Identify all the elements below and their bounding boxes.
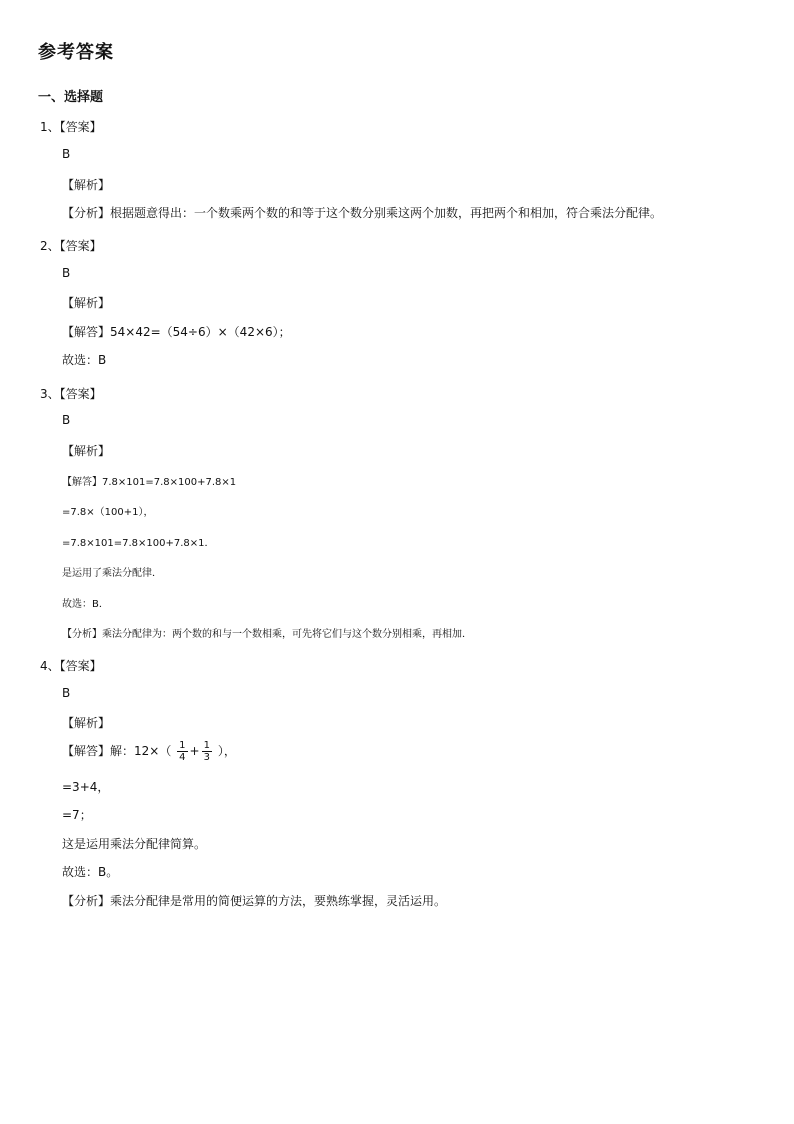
q2-analysis-label: 【解析】: [62, 296, 111, 310]
q1-reason-label: 【分析】: [62, 206, 111, 220]
q4-solution-suffix: ），: [217, 744, 236, 758]
q1-number: 1、: [40, 120, 60, 134]
q1-analysis-label: 【解析】: [62, 178, 111, 192]
q4-reason-text: 乘法分配律是常用的简便运算的方法，要熟练掌握，灵活运用。: [110, 894, 447, 908]
q3-choose: 故选：B．: [62, 599, 109, 610]
q2-answer-header: [40, 237, 102, 254]
q4-solution-prefix: 解：12×（: [110, 744, 172, 758]
q4-step1: =3+4，: [62, 780, 110, 794]
q4-fraction-2-denominator: 3: [203, 752, 210, 763]
page-title: 参考答案: [38, 42, 114, 63]
q4-fraction-2: [202, 740, 212, 763]
q4-choose: 故选：B。: [62, 865, 119, 879]
q4-solution-label: 【解答】: [62, 744, 111, 758]
q4-step2: =7；: [62, 808, 92, 822]
q4-analysis-label: 【解析】: [62, 716, 111, 730]
q2-solution-text: 54×42=（54÷6）×（42×6）；: [110, 325, 291, 339]
q3-solution-label: 【解答】: [62, 477, 102, 488]
q2-solution: [62, 323, 291, 340]
q2-number: 2、: [40, 239, 60, 253]
q4-plus-sign: +: [189, 744, 200, 758]
q4-fraction-1-denominator: 4: [179, 752, 186, 763]
q4-reason-label: 【分析】: [62, 894, 111, 908]
q4-answer-label: 【答案】: [59, 659, 102, 673]
q4-reason: [62, 892, 446, 909]
q3-reason-text: 乘法分配律为：两个数的和与一个数相乘，可先将它们与这个数分别相乘，再相加．: [102, 629, 472, 640]
q4-fraction-1: [177, 740, 187, 763]
q3-number: 3、: [40, 387, 60, 401]
q3-answer-label: 【答案】: [59, 387, 102, 401]
q2-solution-label: 【解答】: [62, 325, 111, 339]
q4-answer-header: [40, 657, 102, 674]
q3-step1: =7.8×（100+1），: [62, 507, 154, 518]
q3-note: 是运用了乘法分配律．: [62, 568, 162, 579]
q4-fraction-1-numerator: 1: [179, 740, 186, 751]
q4-answer-value: B: [62, 686, 71, 700]
q3-answer-value: B: [62, 413, 71, 427]
q1-answer-label: 【答案】: [59, 120, 102, 134]
q3-analysis-label: 【解析】: [62, 444, 111, 458]
q4-note: 这是运用乘法分配律简算。: [62, 837, 207, 851]
q2-answer-value: B: [62, 266, 71, 280]
q3-answer-header: [40, 385, 102, 402]
q1-answer-header: [40, 118, 102, 135]
q3-reason-label: 【分析】: [62, 629, 102, 640]
q4-fraction-2-numerator: 1: [203, 740, 210, 751]
q4-solution: [62, 740, 236, 763]
q3-solution: [62, 473, 236, 488]
section-heading: 一、选择题: [38, 90, 104, 105]
q3-step2: =7.8×101=7.8×100+7.8×1．: [62, 538, 215, 549]
q2-choose: 故选：B: [62, 353, 107, 367]
q3-solution-text: 7.8×101=7.8×100+7.8×1: [102, 477, 237, 488]
q1-reason: [62, 204, 662, 221]
q3-reason: [62, 625, 472, 640]
q4-number: 4、: [40, 659, 60, 673]
q2-answer-label: 【答案】: [59, 239, 102, 253]
q1-answer-value: B: [62, 147, 71, 161]
q1-reason-text: 根据题意得出：一个数乘两个数的和等于这个数分别乘这两个加数，再把两个和相加，符合乘法分配律。: [110, 206, 663, 220]
